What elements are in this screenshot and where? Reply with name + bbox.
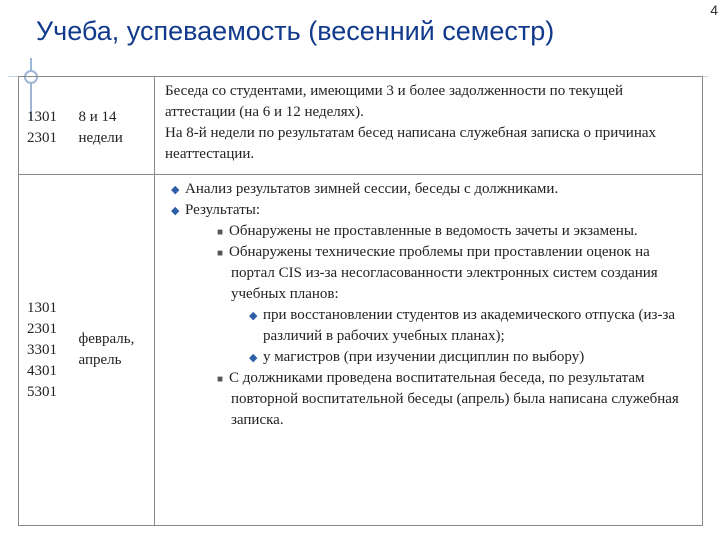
list-item-text: при восстановлении студентов из академического отпуска (из-за различий в рабочих учебных планах); xyxy=(263,307,676,344)
course-code: 3301 xyxy=(27,341,57,358)
list-item xyxy=(187,368,694,431)
list-item xyxy=(165,200,694,221)
diamond-bullet-icon: ◆ xyxy=(171,184,180,196)
schedule-table xyxy=(18,76,703,526)
list-item xyxy=(205,305,694,347)
description-cell xyxy=(155,77,703,175)
list-item xyxy=(187,221,694,242)
list-item xyxy=(205,347,694,368)
table-row xyxy=(19,175,703,526)
table-row xyxy=(19,77,703,175)
square-bullet-icon: ■ xyxy=(217,248,224,259)
diamond-bullet-icon: ◆ xyxy=(249,352,258,364)
slide-title: Учеба, успеваемость (весенний семестр) xyxy=(36,16,555,46)
course-code: 4301 xyxy=(27,362,57,379)
list-item-text: Обнаружены технические проблемы при проставлении оценок на портал CIS из-за несогласованности электронных систем создания учебных планов: xyxy=(229,244,658,302)
diamond-bullet-icon: ◆ xyxy=(171,205,180,217)
list-item-text: у магистров (при изучении дисциплин по выбору) xyxy=(263,349,585,365)
list-item xyxy=(187,242,694,305)
course-codes-cell xyxy=(19,77,75,175)
course-code: 2301 xyxy=(27,130,57,146)
square-bullet-icon: ■ xyxy=(217,374,224,385)
period-text: февраль, xyxy=(78,331,135,347)
period-cell xyxy=(75,77,155,175)
description-paragraph: Беседа со студентами, имеющими 3 и более задолженности по текущей аттестации (на 6 и 12 неделях). xyxy=(165,83,623,120)
course-code: 1301 xyxy=(27,109,57,125)
list-item-text: С должниками проведена воспитательная беседа, по результатам повторной воспитательной беседы (апрель) была написана служебная записка. xyxy=(229,370,679,428)
slide-number: 4 xyxy=(710,2,718,18)
description-cell xyxy=(155,175,703,526)
course-code: 1301 xyxy=(27,299,57,316)
period-text: недели xyxy=(78,130,123,146)
description-paragraph: На 8-й недели по результатам бесед написана служебная записка о причинах неаттестации. xyxy=(165,125,657,162)
square-bullet-icon: ■ xyxy=(217,227,224,238)
diamond-bullet-icon: ◆ xyxy=(249,310,258,322)
list-item-text: Результаты: xyxy=(185,202,260,218)
course-codes-cell xyxy=(19,175,75,526)
period-text: 8 и 14 xyxy=(78,109,117,125)
period-cell xyxy=(75,175,155,526)
course-code: 5301 xyxy=(27,383,57,400)
list-item-text: Анализ результатов зимней сессии, беседы с должниками. xyxy=(185,181,559,197)
list-item xyxy=(165,179,694,200)
list-item-text: Обнаружены не проставленные в ведомость зачеты и экзамены. xyxy=(229,223,638,239)
course-code: 2301 xyxy=(27,320,57,337)
period-text: апрель xyxy=(78,352,122,368)
